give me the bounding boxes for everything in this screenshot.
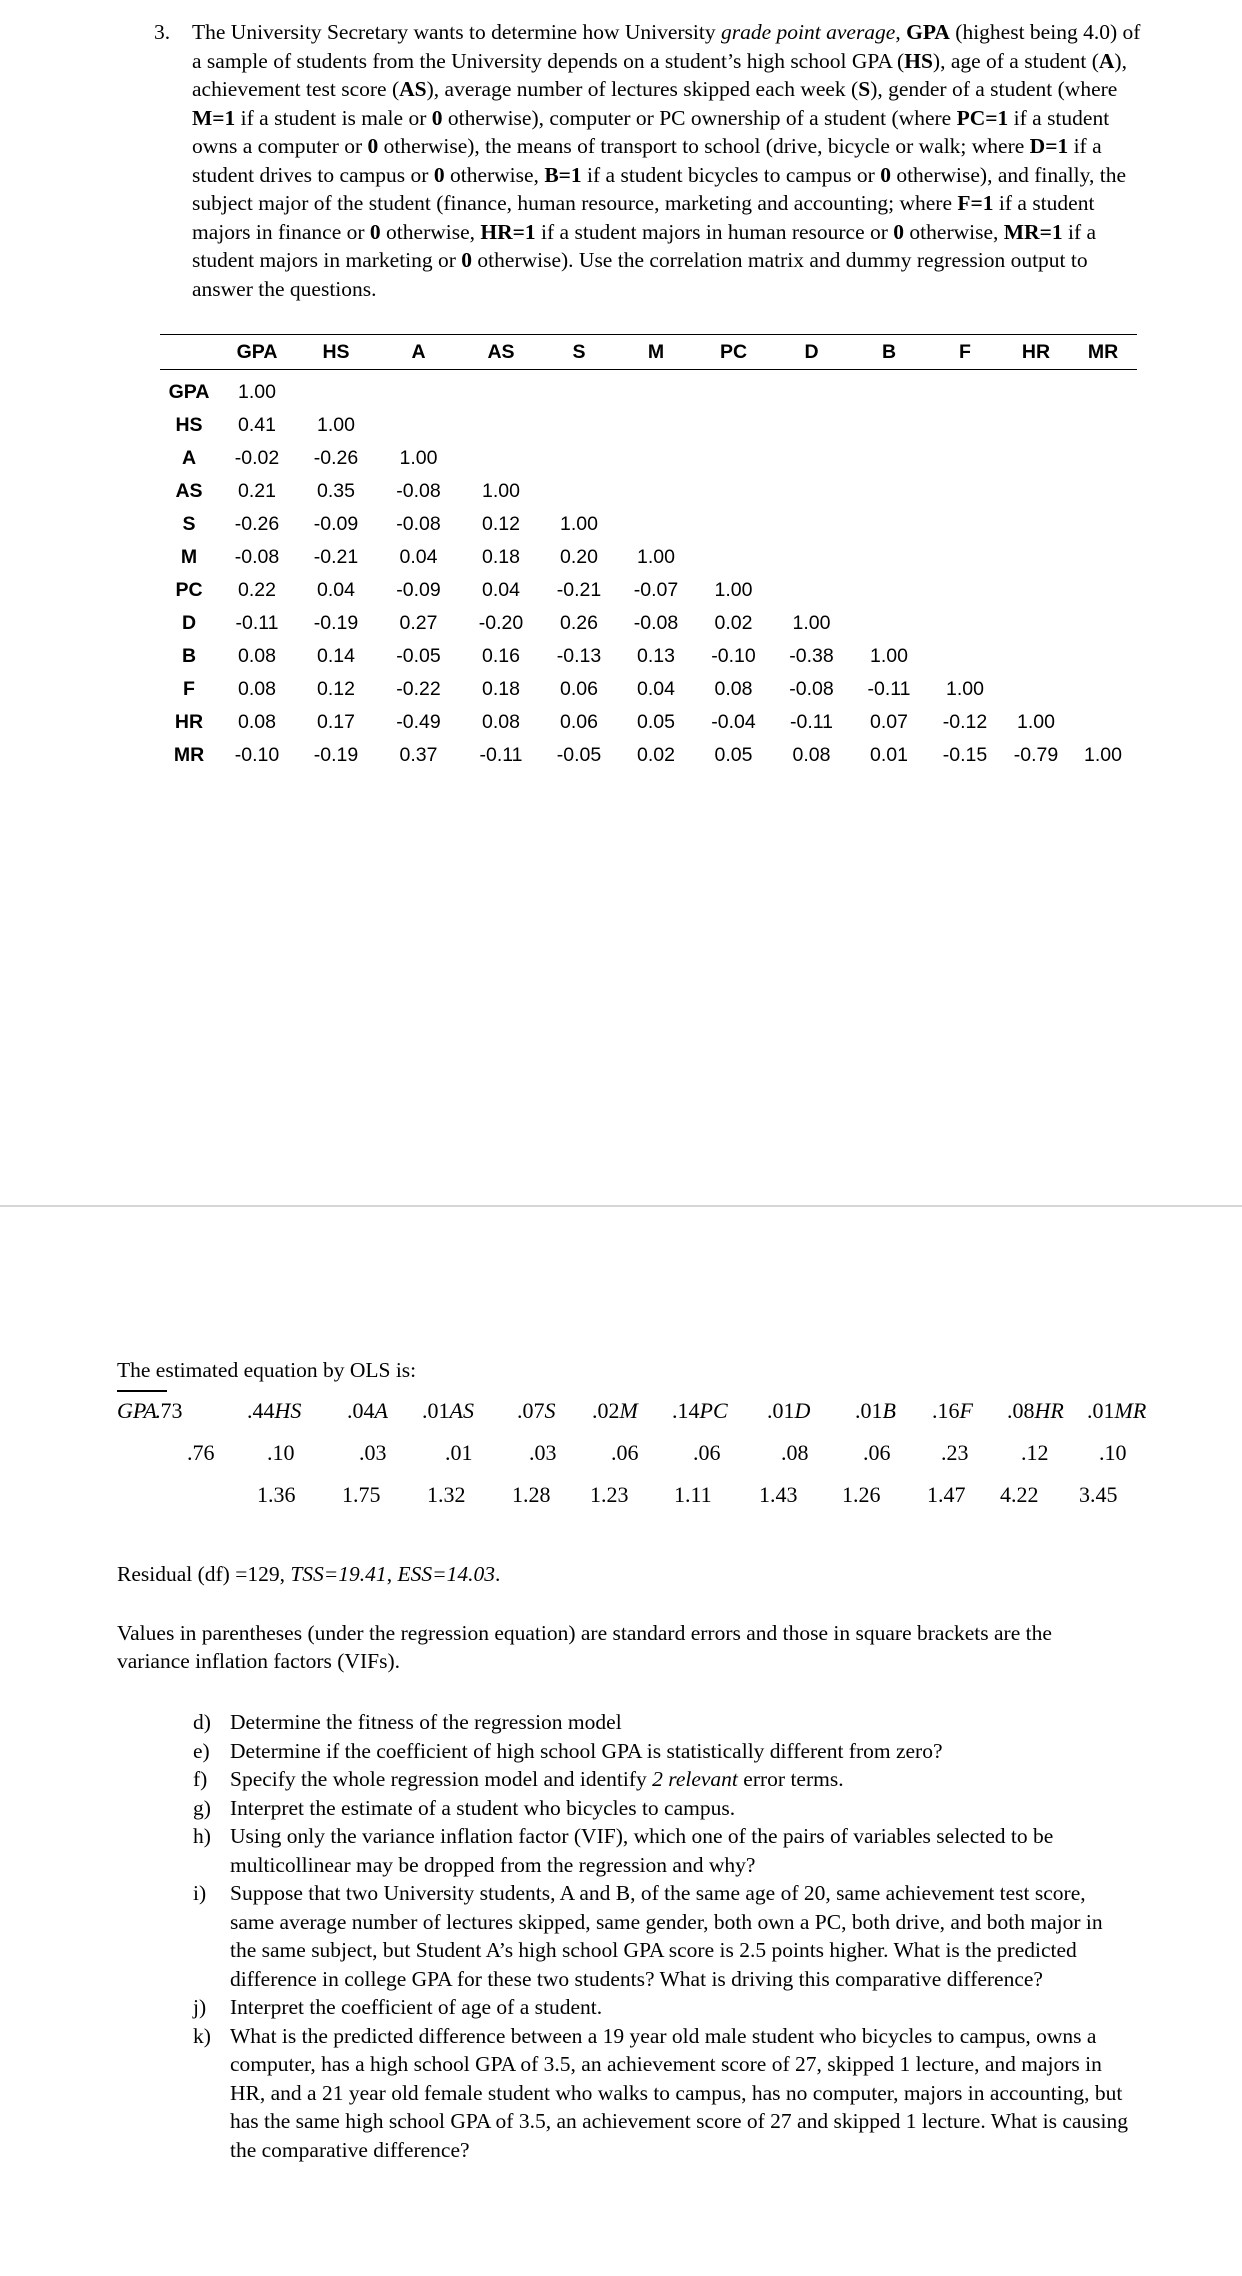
row-header-hs: HS (175, 414, 203, 436)
table-cell: 1.00 (399, 447, 438, 469)
coefficient-hr: .08HR (1007, 1398, 1064, 1423)
table-cell (927, 640, 1003, 673)
table-cell: 1.00 (946, 678, 984, 700)
table-cell (1069, 574, 1137, 607)
table-cell (1003, 673, 1069, 706)
table-row (160, 475, 1137, 508)
table-cell (851, 508, 927, 541)
table-cell: -0.11 (235, 612, 279, 634)
table-cell: 0.08 (238, 645, 276, 667)
table-cell: -0.07 (633, 579, 679, 601)
table-cell (461, 409, 541, 442)
question-text-segment: 0 (431, 105, 443, 130)
table-cell (1069, 475, 1137, 508)
list-item: k) What is the predicted difference between a 19 year old male student who bicycles to campus, owns a computer, has a high school GPA of 3.5, an achievement score of 27, skipped 1 lecture, and majors in HR, and a 21 year old female student who walks to campus, has no computer, majors in accounting, but has the same high school GPA of 3.5, an achievement score of 27 and skipped 1 lecture. What is causing the comparative difference? (193, 2023, 1129, 2162)
table-cell: -0.26 (313, 447, 359, 469)
table-cell: 0.20 (560, 546, 598, 568)
question-text-segment: AS (399, 77, 427, 101)
table-cell: 1.00 (560, 513, 598, 535)
row-header-hr: HR (174, 711, 204, 733)
table-cell: 0.18 (482, 678, 520, 700)
tss-value: TSS=19.41 (290, 1562, 387, 1586)
table-cell (541, 442, 617, 475)
table-cell (1003, 370, 1069, 410)
table-cell: 0.27 (399, 612, 438, 634)
vif-value: 1.43 (759, 1482, 798, 1507)
part-label: d) (193, 1710, 211, 1734)
table-cell: 0.12 (482, 513, 520, 535)
table-cell: -0.79 (1013, 744, 1059, 766)
table-cell: 0.08 (238, 711, 276, 733)
part-label: e) (193, 1738, 210, 1763)
table-row (160, 640, 1137, 673)
residual-line: Residual (df) =129, TSS=19.41, ESS=14.03. (117, 1562, 501, 1586)
table-cell (851, 409, 927, 442)
table-cell: -0.38 (789, 645, 834, 667)
question-text-segment: if a student majors in finance or (192, 191, 1095, 244)
column-header-hr: HR (1003, 335, 1069, 370)
coefficient-pc: .14PC (672, 1398, 728, 1423)
table-cell (772, 409, 851, 442)
question-text-segment: otherwise, (904, 219, 1004, 244)
table-cell: 1.00 (637, 546, 675, 568)
table-cell: -0.12 (942, 711, 988, 733)
table-cell: 0.14 (317, 645, 355, 667)
table-row (160, 409, 1137, 442)
vif-value: 1.32 (427, 1482, 466, 1507)
table-cell: 0.22 (238, 579, 276, 601)
list-item: g) Interpret the estimate of a student who bicycles to campus. (193, 1794, 1133, 1823)
table-cell (541, 409, 617, 442)
row-header-m: M (180, 546, 198, 568)
correlation-matrix (160, 334, 1137, 772)
table-cell: 0.41 (238, 414, 276, 436)
standard-error: .03 (359, 1440, 387, 1465)
list-item: d) Determine the fitness of the regression model (193, 1708, 1133, 1737)
question-text-segment: HR=1 (480, 219, 536, 244)
question-text-segment: otherwise, (444, 162, 545, 187)
table-cell: -0.21 (556, 579, 602, 601)
standard-error: .12 (1021, 1440, 1049, 1465)
table-cell: 1.00 (792, 612, 831, 634)
ols-title: The estimated equation by OLS is: (117, 1358, 417, 1382)
table-cell (617, 442, 695, 475)
list-item: f) Specify the whole regression model and identify 2 relevant error terms. (193, 1765, 1133, 1794)
column-header-hs: HS (296, 335, 376, 370)
table-cell (927, 607, 1003, 640)
table-cell: -0.09 (313, 513, 359, 535)
table-cell: 0.04 (482, 579, 520, 601)
table-cell (1003, 508, 1069, 541)
table-cell: 0.13 (637, 645, 675, 667)
question-text-segment: B=1 (544, 162, 582, 187)
table-cell (1003, 607, 1069, 640)
question-text-segment: grade point average (721, 20, 896, 44)
standard-error: .10 (1099, 1440, 1127, 1465)
table-cell: 0.04 (637, 678, 675, 700)
table-cell: -0.19 (313, 612, 359, 634)
table-cell (695, 442, 772, 475)
coefficient-m: .02M (592, 1398, 638, 1423)
gpa-hat (117, 1390, 167, 1392)
table-cell: 1.00 (1017, 711, 1055, 733)
row-header-gpa: GPA (168, 381, 210, 403)
table-cell: -0.22 (396, 678, 441, 700)
table-cell (1003, 475, 1069, 508)
coefficient-as: .01AS (422, 1398, 474, 1423)
standard-error: .06 (611, 1440, 639, 1465)
table-cell: 0.05 (637, 711, 675, 733)
table-cell (617, 370, 695, 410)
table-row (160, 370, 1137, 410)
standard-error: .08 (781, 1440, 809, 1465)
question-text-segment: ), achievement test score ( (192, 48, 1127, 101)
table-cell (851, 607, 927, 640)
question-text-segment: otherwise), the means of transport to school (drive, bicycle or walk; where (378, 134, 1030, 158)
question-text-segment: if a student bicycles to campus or (581, 162, 881, 187)
table-cell (1069, 706, 1137, 739)
question-text-segment: if a student owns a computer or (192, 105, 1110, 158)
part-label: i) (193, 1881, 207, 1905)
question-text-segment: F=1 (957, 191, 994, 215)
question-text-segment: 0 (367, 134, 379, 158)
table-cell (695, 508, 772, 541)
vif-value: 1.11 (674, 1482, 712, 1507)
table-cell: 0.08 (714, 678, 753, 700)
question-block (156, 18, 1146, 303)
column-header-a: A (376, 335, 461, 370)
table-cell (617, 475, 695, 508)
table-cell: 0.02 (637, 744, 675, 766)
table-cell: -0.08 (633, 612, 679, 634)
question-text (192, 18, 1146, 303)
coefficient-b: .01B (855, 1398, 896, 1423)
question-text-segment: HS (904, 48, 933, 73)
part-label: k) (193, 2023, 211, 2048)
table-row (160, 574, 1137, 607)
part-label: f) (193, 1767, 208, 1791)
standard-error: .06 (863, 1440, 891, 1465)
table-cell (851, 370, 927, 410)
standard-errors-row (117, 1440, 1217, 1470)
table-cell (1069, 508, 1137, 541)
column-header-s: S (541, 335, 617, 370)
vif-value: 1.28 (512, 1482, 551, 1507)
table-cell (376, 409, 461, 442)
vif-value: 1.23 (590, 1482, 629, 1507)
question-text-segment: S (858, 77, 871, 101)
table-cell (772, 475, 851, 508)
table-cell: -0.49 (396, 711, 441, 733)
table-cell (695, 409, 772, 442)
question-text-segment: MR=1 (1003, 219, 1063, 244)
table-cell: -0.26 (234, 513, 280, 535)
table-cell (541, 370, 617, 410)
standard-error: .23 (941, 1440, 969, 1465)
coefficient-hs: .44HS (247, 1398, 302, 1423)
table-cell: 1.00 (238, 381, 276, 403)
table-cell: -0.10 (234, 744, 280, 766)
table-cell: 0.35 (317, 480, 355, 502)
table-row (160, 541, 1137, 574)
question-text-segment: otherwise). Use the correlation matrix and dummy regression output to answer the questions. (192, 248, 1088, 301)
standard-error: .06 (693, 1440, 721, 1465)
table-row (160, 673, 1137, 706)
table-cell (1003, 442, 1069, 475)
coefficient-d: .01D (767, 1398, 811, 1423)
table-cell: 0.08 (792, 744, 831, 766)
table-cell (1069, 442, 1137, 475)
table-cell: 0.21 (238, 480, 276, 502)
table-cell (1003, 541, 1069, 574)
question-text-segment: 0 (893, 219, 905, 244)
table-cell (851, 442, 927, 475)
coefficient-a: .04A (347, 1398, 388, 1423)
table-row (160, 706, 1137, 739)
vif-row (117, 1482, 1217, 1512)
question-number: 3. (154, 20, 171, 44)
standard-error: .01 (445, 1440, 473, 1465)
table-cell (1069, 541, 1137, 574)
table-cell (541, 475, 617, 508)
table-cell (772, 442, 851, 475)
vif-value: 1.47 (927, 1482, 966, 1507)
table-cell: 1.00 (870, 645, 908, 667)
table-cell: 0.26 (560, 612, 598, 634)
note-text: Values in parentheses (under the regression equation) are standard errors and those in square brackets are the variance inflation factors (VIFs). (117, 1621, 1052, 1673)
row-header-f: F (183, 678, 195, 700)
table-cell: 1.00 (482, 480, 520, 502)
table-cell (927, 574, 1003, 607)
table-cell (1069, 673, 1137, 706)
table-cell: -0.11 (867, 678, 911, 700)
table-cell: -0.21 (313, 546, 359, 568)
table-cell: -0.09 (396, 579, 441, 601)
question-text-segment: The University Secretary wants to determine how University (192, 20, 721, 44)
table-cell: 1.00 (714, 579, 753, 601)
table-cell (851, 475, 927, 508)
question-parts (193, 1708, 1133, 2164)
vif-value: 4.22 (1000, 1482, 1039, 1507)
question-text-segment: otherwise), and finally, the subject major of the student (finance, human resource, marketing and accounting; where (192, 162, 1126, 215)
row-header-mr: MR (173, 744, 205, 766)
table-cell (772, 370, 851, 410)
table-row (160, 607, 1137, 640)
table-cell: -0.10 (711, 645, 756, 667)
question-text-segment: M=1 (192, 105, 236, 130)
table-cell: -0.08 (234, 546, 280, 568)
question-text-segment: 0 (369, 219, 381, 244)
question-text-segment: 0 (461, 248, 473, 272)
column-header-d: D (772, 335, 851, 370)
table-cell (461, 442, 541, 475)
coefficient-s: .07S (517, 1398, 556, 1423)
table-cell: -0.08 (396, 513, 441, 535)
part-label: h) (193, 1824, 211, 1848)
table-cell (1003, 574, 1069, 607)
question-text-segment: A (1098, 48, 1115, 73)
row-header-a: A (181, 447, 197, 469)
part-label: g) (193, 1795, 211, 1820)
table-cell: 0.05 (714, 744, 753, 766)
table-cell (1069, 640, 1137, 673)
table-cell: -0.05 (556, 744, 602, 766)
table-cell: 1.00 (317, 414, 355, 436)
column-header-gpa: GPA (218, 335, 296, 370)
table-cell (296, 370, 376, 410)
column-header-m: M (617, 335, 695, 370)
row-header-d: D (181, 612, 197, 634)
page-divider (0, 1205, 1242, 1207)
question-text-segment: if a student majors in marketing or (192, 219, 1097, 272)
table-cell (617, 409, 695, 442)
table-cell (617, 508, 695, 541)
table-cell: 0.04 (399, 546, 438, 568)
coefficient-f: .16F (932, 1398, 973, 1423)
table-cell: 0.06 (560, 711, 598, 733)
table-cell: -0.04 (711, 711, 756, 733)
table-cell: -0.11 (479, 744, 523, 766)
table-cell: -0.11 (790, 711, 833, 733)
row-header-s: S (182, 513, 196, 535)
column-header-as: AS (461, 335, 541, 370)
correlation-header-row (160, 335, 1137, 370)
standard-error: .10 (267, 1440, 295, 1465)
question-text-segment: ), age of a student ( (932, 48, 1099, 73)
vif-value: 3.45 (1079, 1482, 1118, 1507)
question-text-segment: (highest being 4.0) of a sample of students from the University depends on a student’s high school GPA ( (192, 20, 1141, 73)
list-item: i) Suppose that two University students, A and B, of the same age of 20, same achievement test score, same average number of lectures skipped, same gender, both own a PC, both drive, and both major in the same subject, but Student A’s high school GPA score is 2.5 points higher. What is the predicted difference in college GPA for these two students? What is driving this comparative difference? (193, 1881, 1103, 1991)
column-header-pc: PC (695, 335, 772, 370)
table-cell (376, 370, 461, 410)
question-text-segment: , (895, 20, 907, 44)
table-cell (1069, 607, 1137, 640)
table-cell (927, 409, 1003, 442)
question-text-segment: GPA (906, 20, 950, 44)
ess-value: ESS=14.03 (397, 1562, 495, 1586)
table-cell: 0.08 (482, 711, 520, 733)
table-cell (927, 541, 1003, 574)
table-cell (851, 541, 927, 574)
table-cell: 0.02 (714, 612, 753, 634)
regression-equation (117, 1398, 1217, 1428)
column-header-f: F (927, 335, 1003, 370)
vif-value: 1.75 (342, 1482, 381, 1507)
table-cell: 0.12 (317, 678, 355, 700)
question-text-segment: otherwise), computer or PC ownership of a student (where (442, 105, 957, 130)
row-header-as: AS (175, 480, 203, 502)
table-cell: -0.05 (396, 645, 441, 667)
table-cell: -0.13 (556, 645, 602, 667)
table-cell (927, 370, 1003, 410)
table-cell (927, 442, 1003, 475)
coefficient-intercept: .73 (155, 1398, 183, 1423)
question-text-segment: ), gender of a student (where (870, 77, 1118, 101)
column-header-mr: MR (1069, 335, 1137, 370)
corner-cell (160, 335, 218, 370)
table-cell: 0.01 (870, 744, 908, 766)
table-cell (927, 475, 1003, 508)
table-cell: 0.17 (317, 711, 355, 733)
table-cell (851, 574, 927, 607)
table-cell (772, 541, 851, 574)
coefficient-mr: .01MR (1087, 1398, 1147, 1423)
table-cell: -0.19 (313, 744, 359, 766)
table-cell (461, 370, 541, 410)
list-item: j) Interpret the coefficient of age of a student. (193, 1993, 1133, 2022)
table-cell: -0.15 (942, 744, 988, 766)
table-cell: 0.04 (317, 579, 355, 601)
vif-value: 1.36 (257, 1482, 296, 1507)
table-cell: 0.18 (482, 546, 520, 568)
table-row (160, 508, 1137, 541)
table-cell (1003, 409, 1069, 442)
table-cell (927, 508, 1003, 541)
table-cell (695, 370, 772, 410)
table-cell: 0.08 (238, 678, 276, 700)
table-cell: 0.07 (870, 711, 908, 733)
vif-value: 1.26 (842, 1482, 881, 1507)
table-cell (1069, 370, 1137, 410)
table-row (160, 739, 1137, 772)
row-header-pc: PC (175, 579, 203, 601)
question-text-segment: D=1 (1029, 134, 1069, 158)
standard-error: .76 (187, 1440, 215, 1465)
residual-df: Residual (df) =129, (117, 1562, 291, 1586)
table-cell: 0.16 (482, 645, 520, 667)
column-header-b: B (851, 335, 927, 370)
table-cell: -0.08 (396, 480, 441, 502)
table-cell: 0.06 (560, 678, 598, 700)
row-header-b: B (181, 645, 197, 667)
part-label: j) (193, 1995, 207, 2019)
table-cell: -0.02 (234, 447, 280, 469)
question-text-segment: otherwise, (380, 219, 481, 244)
table-cell (772, 508, 851, 541)
table-cell (1003, 640, 1069, 673)
dependent-variable: GPA (117, 1398, 157, 1423)
standard-error: .03 (529, 1440, 557, 1465)
table-cell: -0.20 (478, 612, 524, 634)
list-item: e) Determine if the coefficient of high school GPA is statistically different from zero? (193, 1737, 1133, 1766)
table-cell (1069, 409, 1137, 442)
question-text-segment: ), average number of lectures skipped each week ( (426, 77, 859, 101)
list-item: h) Using only the variance inflation factor (VIF), which one of the pairs of variables selected to be multicollinear may be dropped from the regression and why? (193, 1824, 1054, 1877)
question-text-segment: if a student drives to campus or (192, 134, 1102, 187)
table-cell: -0.08 (789, 678, 834, 700)
question-text-segment: 0 (433, 162, 445, 187)
table-cell (695, 475, 772, 508)
table-cell (772, 574, 851, 607)
table-cell: 1.00 (1084, 744, 1122, 766)
question-text-segment: 0 (880, 162, 891, 187)
question-text-segment: if a student is male or (235, 105, 432, 130)
question-text-segment: PC=1 (956, 105, 1009, 130)
question-text-segment: if a student majors in human resource or (535, 219, 894, 244)
table-cell (695, 541, 772, 574)
table-cell: 0.37 (399, 744, 438, 766)
table-row (160, 442, 1137, 475)
